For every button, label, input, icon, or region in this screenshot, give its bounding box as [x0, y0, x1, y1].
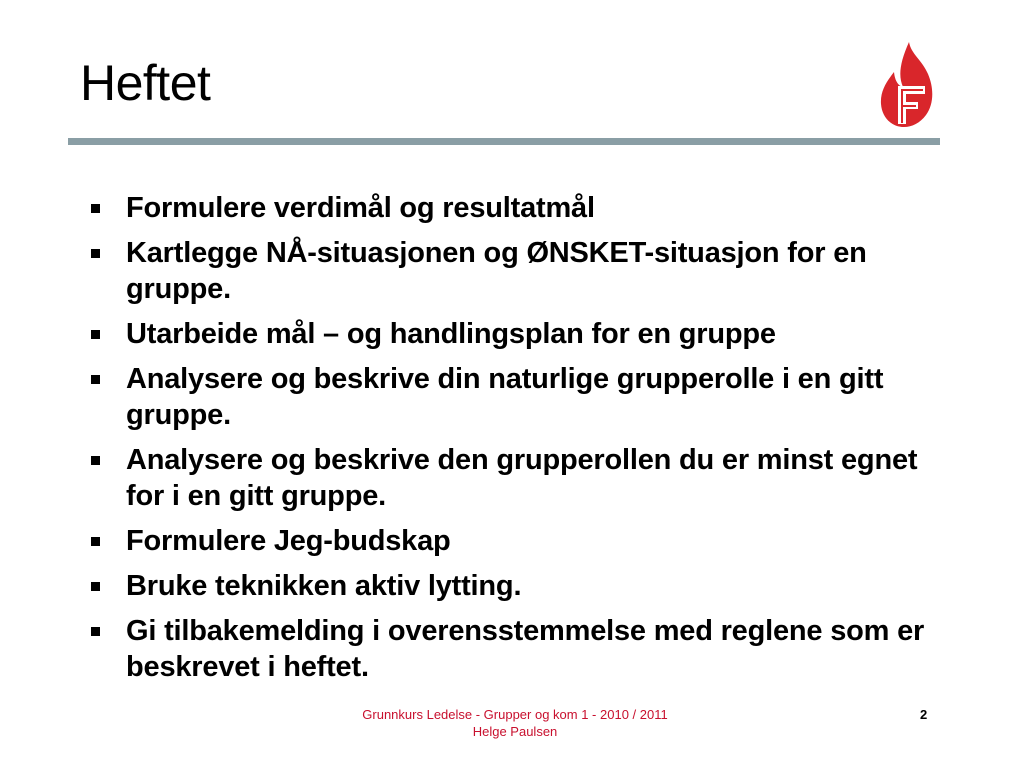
bullet-text: Analysere og beskrive den grupperollen du er minst egnet for i en gitt gruppe. — [126, 444, 918, 512]
slide-footer — [300, 706, 730, 740]
square-bullet-icon — [91, 537, 100, 546]
list-item — [85, 442, 945, 514]
bullet-text: Kartlegge NÅ-situasjonen og ØNSKET-situasjon for en gruppe. — [126, 237, 867, 305]
footer-author: Helge Paulsen — [472, 724, 558, 739]
square-bullet-icon — [91, 330, 100, 339]
square-bullet-icon — [91, 375, 100, 384]
list-item — [85, 523, 945, 559]
list-item — [85, 235, 945, 307]
square-bullet-icon — [91, 582, 100, 591]
page-number: 2 — [920, 707, 928, 722]
bullet-text: Bruke teknikken aktiv lytting. — [126, 570, 522, 602]
title-divider — [68, 138, 940, 145]
bullet-text: Analysere og beskrive din naturlige grupperolle i en gitt gruppe. — [126, 363, 884, 431]
bullet-text: Formulere verdimål og resultatmål — [126, 192, 595, 224]
square-bullet-icon — [91, 456, 100, 465]
bullet-text: Formulere Jeg-budskap — [126, 525, 451, 557]
list-item — [85, 316, 945, 352]
square-bullet-icon — [91, 249, 100, 258]
list-item — [85, 568, 945, 604]
bullet-list — [85, 190, 945, 694]
square-bullet-icon — [91, 204, 100, 213]
bullet-text: Utarbeide mål – og handlingsplan for en gruppe — [126, 318, 776, 350]
list-item — [85, 190, 945, 226]
footer-course: Grunnkurs Ledelse - Grupper og kom 1 - 2010 / 2011 — [362, 707, 668, 722]
list-item — [85, 613, 945, 685]
flame-f-logo-icon — [878, 40, 936, 128]
list-item — [85, 361, 945, 433]
slide-title: Heftet — [80, 55, 211, 111]
bullet-text: Gi tilbakemelding i overensstemmelse med reglene som er beskrevet i heftet. — [126, 615, 925, 683]
square-bullet-icon — [91, 627, 100, 636]
